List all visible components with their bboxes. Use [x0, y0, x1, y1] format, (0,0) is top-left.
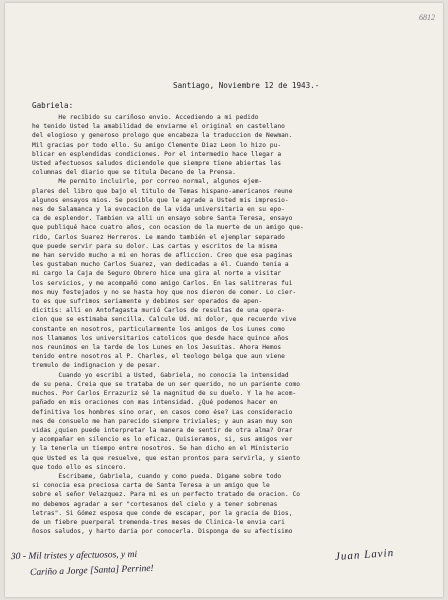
letter-body-line: tenido entre nosotros al P. Charles, el teologo belga que aun viene: [32, 353, 285, 361]
letter-body-line: muchos. Por Carlos Errazuriz sé la magnitud de su duelo. Y la he acom-: [32, 390, 297, 398]
letter-body-line: del elogioso y generoso prologo que encabeza la traduccion de Newman.: [32, 132, 293, 140]
handwritten-signature: Juan Lavin: [334, 546, 395, 564]
letter-dateline: Santiago, Noviembre 12 de 1943.-: [173, 81, 320, 90]
letter-body-line: y acompañar en silencio es lo eficaz. Quisieramos, si, sus amigos ver: [32, 436, 293, 444]
letter-body-line: de su pena. Creia que se trataba de un ser querido, no un pariente como: [32, 380, 301, 388]
letter-body-line: de un fiebre puerperal tremenda-tres meses de Clinica-le envia cari: [32, 518, 285, 526]
letter-body-line: sobre el señor Velazquez. Para mi es un perfecto tratado de oracion. Co: [32, 491, 301, 499]
letter-body-line: he tenido Usted la amabilidad de enviarme el original en castellano: [32, 123, 285, 131]
handwritten-margin-note-2: Cariño a Jorge [Santa] Perrine!: [29, 563, 154, 579]
letter-body-line: ñosos saludos, y harto daria por conocerla. Disponga de su afectisimo: [32, 528, 293, 536]
letter-page: [5, 3, 443, 597]
letter-body-line: nos llamamos los universitarios catolicos que desde hace quince años: [32, 334, 289, 342]
letter-body-line: nes de Salamanca y la evocacion de la vida universitaria en su epo-: [32, 206, 285, 214]
letter-body-line: rido, Carlos Suarez Herreros. Le mando también el ejemplar separado: [32, 233, 285, 241]
letter-body-line: mi cargo la Caja de Seguro Obrero hice una gira al norte a visitar: [32, 270, 282, 278]
letter-body-line: los servicios, y me acompañó como amigo Carlos. En las salitreras fui: [32, 279, 293, 287]
letter-body-line: letras". Si Gómez esposa que conde de escapar, por la gracia de Dios,: [32, 509, 293, 517]
letter-body-line: mos muy festejados y no se hasta hoy que nos dieron de comer. Lo cier-: [32, 288, 297, 296]
letter-body-line: Mil gracias por todo ello. Su amigo Clemente Diaz Leon lo hizo pu-: [32, 141, 282, 149]
letter-body-line: vidas ¿quien puede interpretar la manera de sentir de otra alma? Orar: [32, 426, 293, 434]
letter-body-line: pañado en mis oraciones con mas intensidad. ¿Qué podemos hacer en: [32, 399, 278, 407]
letter-body-line: que Usted es la que resuelve, que estan prontos para servirla, y siento: [32, 454, 301, 462]
letter-body-line: definitiva los hombres sino orar, en casos como ése? Las consideracio: [32, 408, 293, 416]
letter-body-line: que todo ello es sincero.: [32, 463, 127, 471]
letter-body-line: cion que se estimaba sencilla. Calcule Ud. mi dolor, que recuerdo vive: [32, 316, 297, 324]
letter-body-line: plares del libro que bajo el titulo de Temas hispano-americanos reune: [32, 187, 293, 195]
letter-body-line: Usted afectuosos saludos diciendole que siempre tiene abiertas las: [32, 160, 282, 168]
letter-body-line: si conocia esa preciosa carta de Santa Teresa a un amigo que le: [32, 482, 270, 490]
letter-body-line: Me permito incluirle, por correo normal, algunos ejem-: [32, 178, 263, 186]
letter-body-line: y la tenerla un tiempo entre nosotros. Se han dicho en el Ministerio: [32, 445, 289, 453]
letter-body-line: constante en nosotros, particularmente los amigos de los Lunes como: [32, 325, 285, 333]
letter-body-line: algunos ensayos mios. Se posible que le agrade a Usted mis impresio-: [32, 196, 289, 204]
letter-body-line: dicitis: alli en Antofagasta murió Carlos de resultas de una opera-: [32, 307, 285, 315]
letter-body-line: columnas del diario que se titula Decano de la Prensa.: [32, 169, 236, 177]
letter-body-line: mo debemos agradar a ser "cortesanos del cielo y a tener sobrenas: [32, 500, 278, 508]
letter-body-line: me han servido mucho a mi en horas de afliccion. Creo que esa paginas: [32, 252, 293, 260]
letter-body-line: to es que sufrimos seriamente y debimos ser operados de apen-: [32, 298, 263, 306]
letter-body-line: Cuando yo escribi a Usted, Gabriela, no conocia la intensidad: [32, 371, 289, 379]
letter-body-line: He recibido su cariñoso envio. Accediendo a mi pedido: [32, 114, 259, 121]
letter-body-line: Escribame, Gabriela, cuando y como pueda. Digame sobre todo: [32, 472, 282, 480]
letter-body: [32, 113, 424, 536]
letter-body-line: blicar en esplendidas condiciones. Por el intermedio hace llegar a: [32, 150, 282, 158]
handwritten-margin-note-1: 30 - Mil tristes y afectuosos, y mi: [10, 549, 138, 563]
archive-number: 6812: [419, 13, 435, 22]
letter-body-line: que publiqué hace cuatro años, con ocasion de la muerte de un amigo que-: [32, 224, 304, 232]
letter-body-line: que puede servir para su dolor. Las cartas y escritos de la misma: [32, 242, 278, 250]
letter-body-line: ca de esplendor. Tambien va alli un ensayo sobre Santa Teresa, ensayo: [32, 215, 293, 223]
letter-salutation: Gabriela:: [32, 101, 74, 110]
letter-body-line: les gustaban mucho Carlos Suarez, van dedicadas a él. Cuando tenia a: [32, 261, 289, 269]
letter-body-line: tremulo de indignacion y de pesar.: [32, 362, 161, 370]
letter-body-line: nes de consuelo me han parecido siempre triviales; y aun asan muy son: [32, 417, 293, 425]
letter-body-line: nos reunimos en la tarde de los Lunes en los Jesuitas. Ahora Hemos: [32, 344, 282, 352]
